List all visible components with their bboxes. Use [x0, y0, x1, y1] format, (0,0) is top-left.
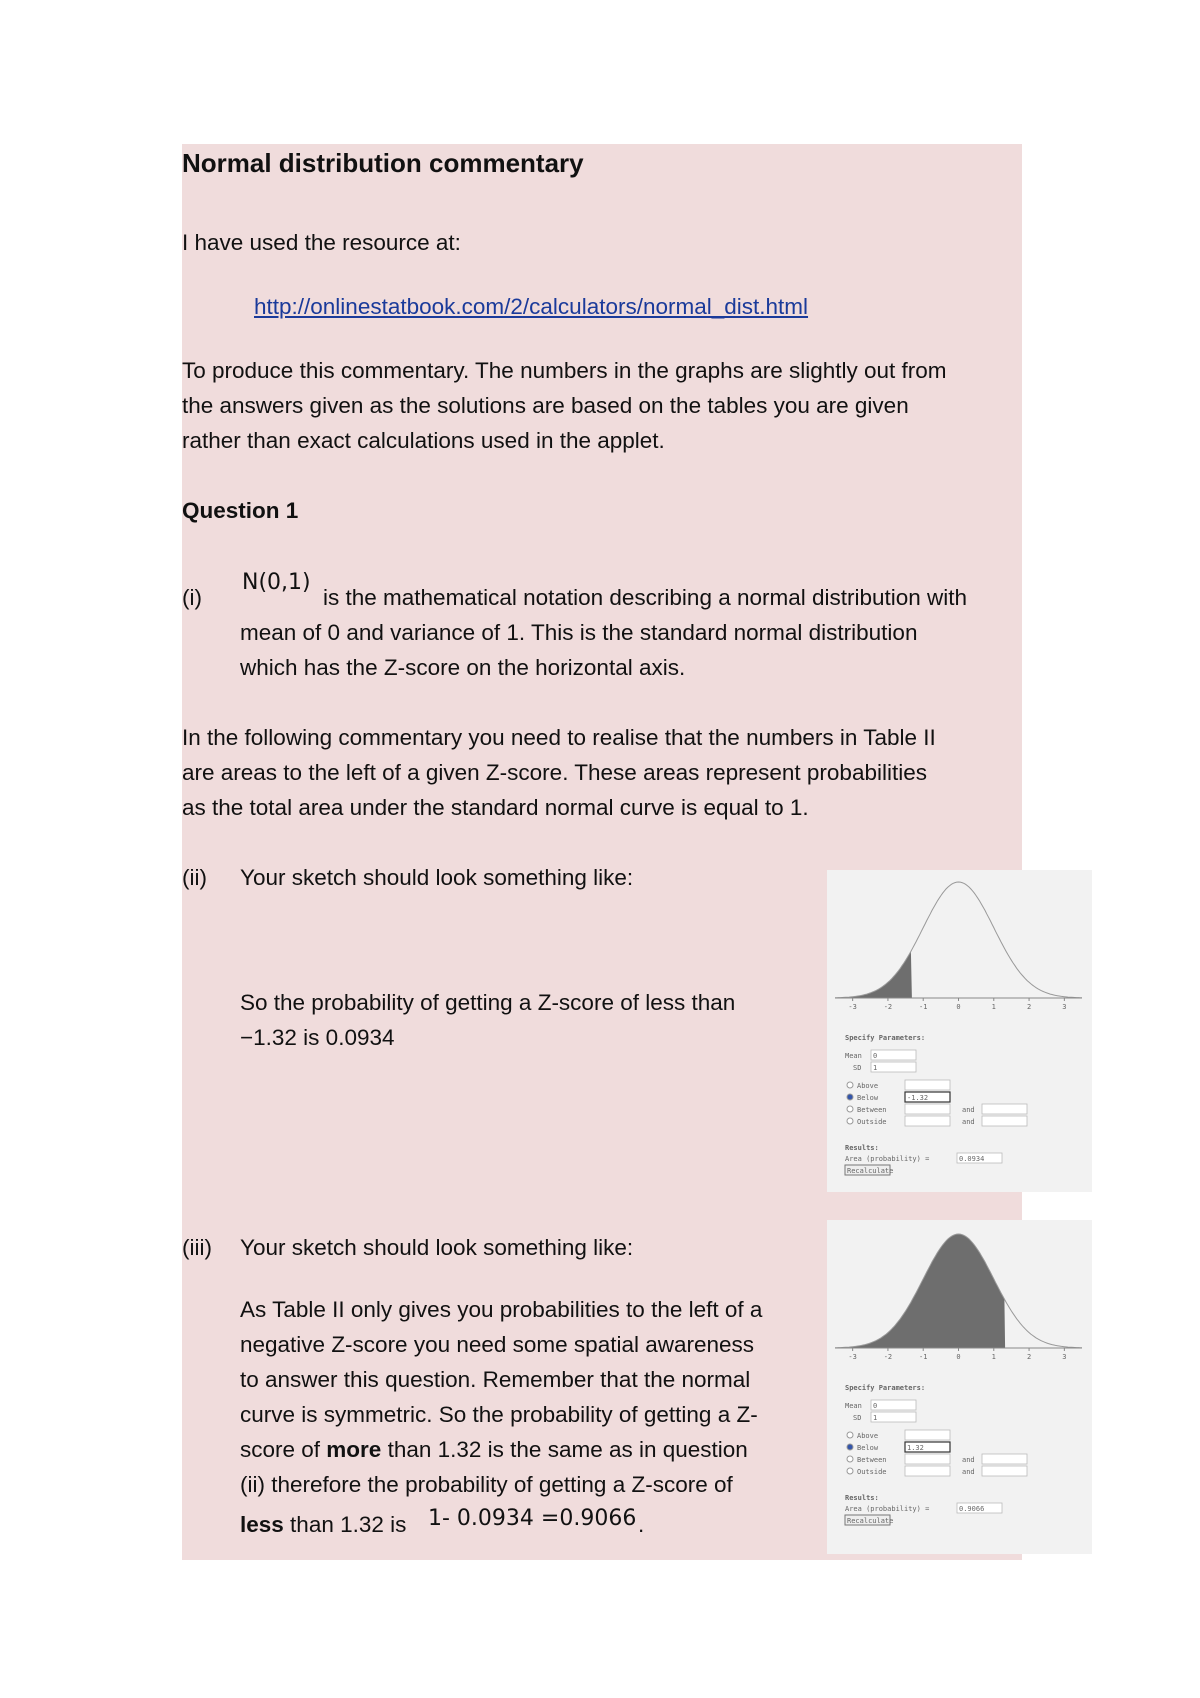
radio-below — [847, 1444, 853, 1450]
tick-label: 2 — [1026, 1003, 1032, 1011]
sd-label: SD — [853, 1064, 862, 1072]
between-box-2 — [982, 1104, 1027, 1114]
following-line: are areas to the left of a given Z-score. These areas represent probabilities — [182, 760, 927, 785]
resource-link[interactable]: http://onlinestatbook.com/2/calculators/normal_dist.html — [254, 294, 809, 319]
area-label: Area (probability) = — [845, 1155, 930, 1163]
outside-box-2 — [982, 1116, 1027, 1126]
part-iii-line: curve is symmetric. So the probability of getting a Z- — [240, 1402, 758, 1427]
tick-label: -2 — [883, 1353, 893, 1361]
following-line: as the total area under the standard normal curve is equal to 1. — [182, 795, 809, 820]
applet-screenshot-below — [827, 870, 1092, 1192]
outside-label: Outside — [857, 1468, 887, 1476]
radio-outside — [847, 1118, 853, 1124]
outside-box-2 — [982, 1466, 1027, 1476]
part-iii-line: to answer this question. Remember that the normal — [240, 1367, 751, 1392]
page-title: Normal distribution commentary — [182, 148, 584, 178]
result-formula: 1- 0.0934 =0.9066 — [428, 1506, 637, 1531]
mean-box-value: 0 — [873, 1402, 878, 1410]
below-box-value: 1.32 — [907, 1444, 924, 1452]
tick-label: 1 — [991, 1353, 996, 1361]
result-box-value: 0.0934 — [959, 1155, 985, 1163]
section-label: Specify Parameters: — [845, 1384, 926, 1392]
below-label: Below — [857, 1444, 879, 1452]
between-box-2 — [982, 1454, 1027, 1464]
outside-label: Outside — [857, 1118, 887, 1126]
part-ii-sketch-text: Your sketch should look something like: — [240, 865, 634, 890]
sd-box-value: 1 — [873, 1414, 878, 1422]
shaded-area — [835, 1234, 1005, 1348]
applet-screenshot-less — [827, 1220, 1092, 1554]
section-label: Specify Parameters: — [845, 1034, 926, 1042]
and-label: and — [962, 1456, 975, 1464]
below-box-value: -1.32 — [907, 1094, 929, 1102]
part-label-iii: (iii) — [182, 1235, 212, 1260]
tick-label: -3 — [848, 1003, 857, 1011]
recalculate-label: Recalculate — [847, 1167, 894, 1175]
result-box-value: 0.9066 — [959, 1505, 985, 1513]
tick-label: -1 — [918, 1353, 928, 1361]
radio-above — [847, 1082, 853, 1088]
part-i-line: mean of 0 and variance of 1. This is the standard normal distribution — [240, 620, 918, 645]
part-i-line: which has the Z-score on the horizontal axis. — [240, 655, 686, 680]
tick-label: 3 — [1062, 1003, 1067, 1011]
tick-label: 0 — [956, 1003, 961, 1011]
and-label: and — [962, 1468, 975, 1476]
part-label-i: (i) — [182, 585, 202, 610]
mean-box — [871, 1400, 916, 1410]
mean-label: Mean — [845, 1052, 862, 1060]
between-label: Between — [857, 1456, 887, 1464]
sd-label: SD — [853, 1414, 862, 1422]
and-label: and — [962, 1106, 975, 1114]
tick-label: -3 — [848, 1353, 857, 1361]
radio-below — [847, 1094, 853, 1100]
radio-between — [847, 1106, 853, 1112]
results-label: Results: — [845, 1144, 879, 1152]
notation-formula: N(0,1) — [242, 570, 311, 595]
between-box — [905, 1104, 950, 1114]
part-ii-prob-line: So the probability of getting a Z-score of less than — [240, 990, 736, 1015]
below-label: Below — [857, 1094, 879, 1102]
mean-box — [871, 1050, 916, 1060]
tick-label: 2 — [1026, 1353, 1032, 1361]
intro-para-line: To produce this commentary. The numbers in the graphs are slightly out from — [182, 358, 947, 383]
radio-above — [847, 1432, 853, 1438]
tick-label: 1 — [991, 1003, 996, 1011]
part-iii-sketch-text: Your sketch should look something like: — [240, 1235, 634, 1260]
intro-para-line: rather than exact calculations used in the applet. — [182, 428, 665, 453]
between-label: Between — [857, 1106, 887, 1114]
shaded-area — [835, 951, 912, 998]
sd-box — [871, 1412, 916, 1422]
sd-box — [871, 1062, 916, 1072]
above-box — [905, 1430, 950, 1440]
part-ii-prob-line: −1.32 is 0.0934 — [240, 1025, 395, 1050]
part-iii-line: As Table II only gives you probabilities to the left of a — [240, 1297, 763, 1322]
intro-para-line: the answers given as the solutions are based on the tables you are given — [182, 393, 909, 418]
part-iii-line: negative Z-score you need some spatial awareness — [240, 1332, 755, 1357]
part-label-ii: (ii) — [182, 865, 207, 890]
radio-between — [847, 1456, 853, 1462]
normal-curve — [835, 882, 1082, 998]
above-label: Above — [857, 1082, 879, 1090]
sd-box-value: 1 — [873, 1064, 878, 1072]
between-box — [905, 1454, 950, 1464]
part-iii-line: (ii) therefore the probability of getting a Z-score of — [240, 1472, 733, 1497]
area-label: Area (probability) = — [845, 1505, 930, 1513]
part-iii-line-more: score of more than 1.32 is the same as in question — [240, 1437, 748, 1462]
recalculate-label: Recalculate — [847, 1517, 894, 1525]
outside-box — [905, 1116, 950, 1126]
results-label: Results: — [845, 1494, 879, 1502]
part-iii-line-less: less than 1.32 is — [240, 1512, 407, 1537]
tick-label: 0 — [956, 1353, 961, 1361]
part-i-line: is the mathematical notation describing a normal distribution with — [323, 585, 968, 610]
intro-text: I have used the resource at: — [182, 230, 461, 255]
formula-period: . — [638, 1512, 645, 1537]
outside-box — [905, 1466, 950, 1476]
question-heading: Question 1 — [182, 498, 299, 523]
above-label: Above — [857, 1432, 879, 1440]
mean-label: Mean — [845, 1402, 862, 1410]
mean-box-value: 0 — [873, 1052, 878, 1060]
following-line: In the following commentary you need to realise that the numbers in Table II — [182, 725, 936, 750]
above-box — [905, 1080, 950, 1090]
and-label: and — [962, 1118, 975, 1126]
tick-label: 3 — [1062, 1353, 1067, 1361]
radio-outside — [847, 1468, 853, 1474]
tick-label: -2 — [883, 1003, 893, 1011]
tick-label: -1 — [918, 1003, 928, 1011]
